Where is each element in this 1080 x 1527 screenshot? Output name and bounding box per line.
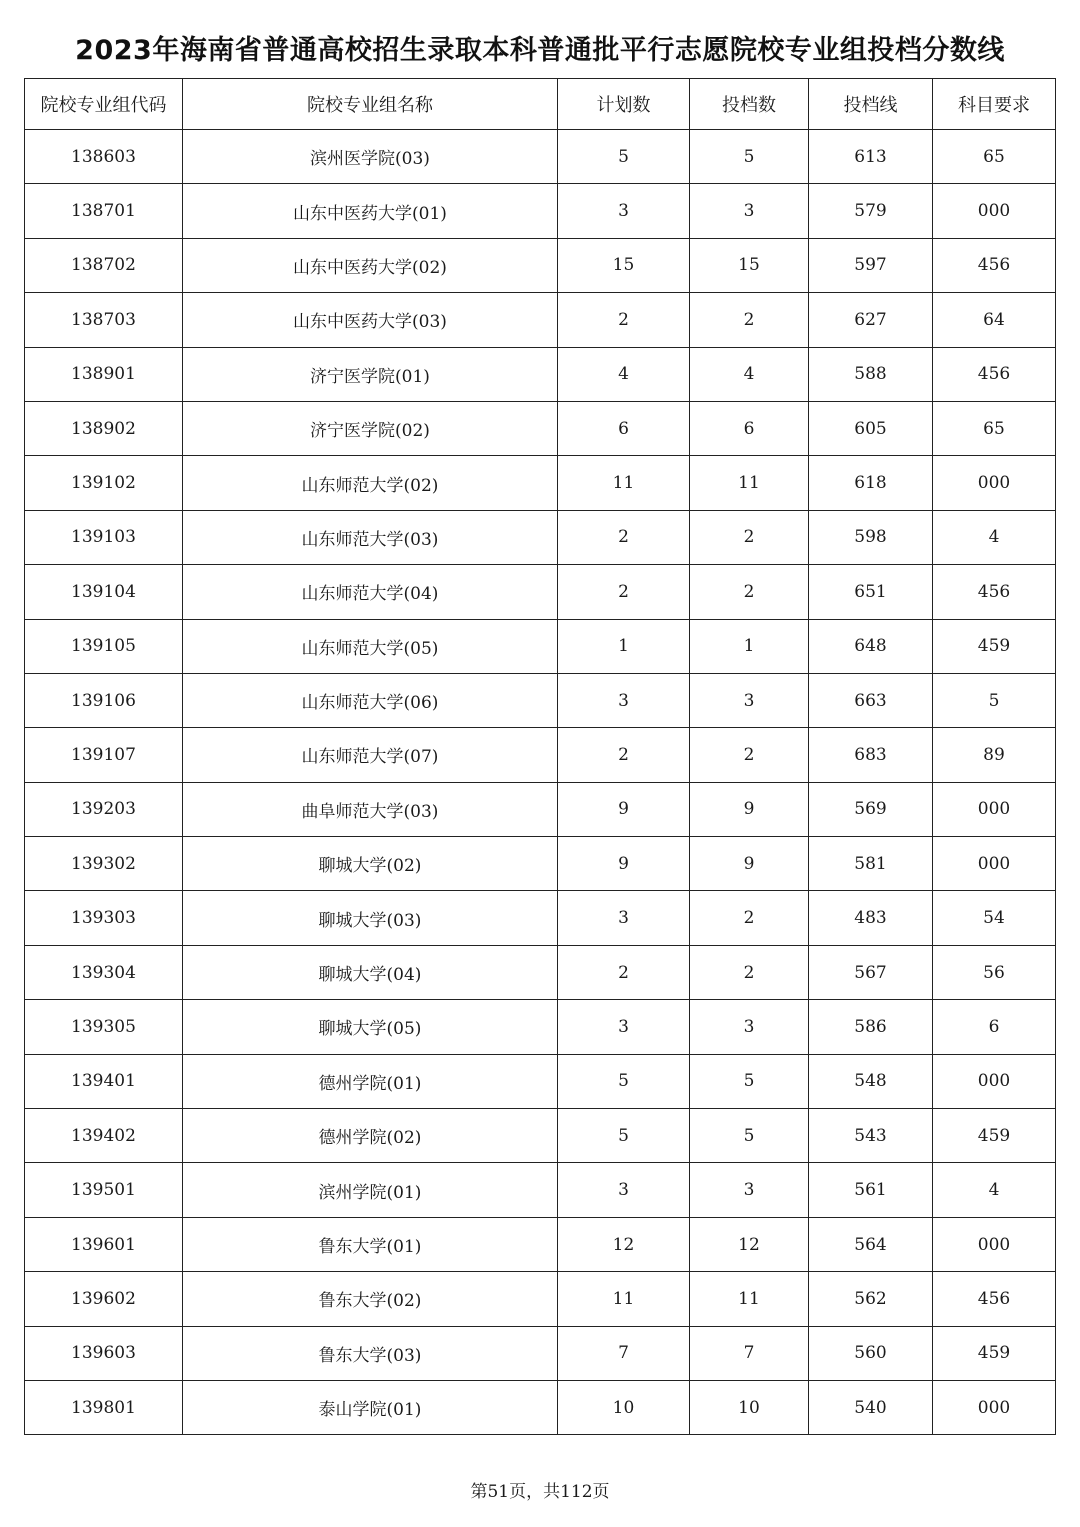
plan-count-cell: 9 — [558, 782, 690, 836]
subject-requirement-cell: 000 — [933, 1380, 1056, 1434]
table-row — [25, 1272, 1056, 1326]
group-name-cell: 鲁东大学(02) — [183, 1272, 558, 1326]
cutoff-score-cell: 588 — [809, 347, 933, 401]
group-code-cell: 139601 — [25, 1217, 183, 1271]
group-code-cell: 138701 — [25, 184, 183, 238]
table-row — [25, 1000, 1056, 1054]
group-name-cell: 山东师范大学(07) — [183, 728, 558, 782]
cutoff-score-cell: 483 — [809, 891, 933, 945]
cutoff-score-cell: 648 — [809, 619, 933, 673]
plan-count-cell: 2 — [558, 728, 690, 782]
table-row — [25, 1217, 1056, 1271]
subject-requirement-cell: 456 — [933, 1272, 1056, 1326]
filed-count-cell: 3 — [690, 184, 809, 238]
table-row — [25, 510, 1056, 564]
cutoff-score-cell: 627 — [809, 293, 933, 347]
table-row — [25, 945, 1056, 999]
table-row — [25, 728, 1056, 782]
plan-count-cell: 3 — [558, 673, 690, 727]
cutoff-score-cell: 663 — [809, 673, 933, 727]
header-group-code: 院校专业组代码 — [25, 79, 183, 130]
cutoff-score-cell: 562 — [809, 1272, 933, 1326]
group-name-cell: 德州学院(01) — [183, 1054, 558, 1108]
cutoff-score-cell: 548 — [809, 1054, 933, 1108]
plan-count-cell: 4 — [558, 347, 690, 401]
filed-count-cell: 3 — [690, 673, 809, 727]
plan-count-cell: 11 — [558, 456, 690, 510]
subject-requirement-cell: 89 — [933, 728, 1056, 782]
group-name-cell: 山东师范大学(06) — [183, 673, 558, 727]
group-name-cell: 山东中医药大学(01) — [183, 184, 558, 238]
subject-requirement-cell: 459 — [933, 1326, 1056, 1380]
group-code-cell: 139302 — [25, 837, 183, 891]
subject-requirement-cell: 456 — [933, 565, 1056, 619]
table-header-row — [25, 79, 1056, 130]
group-name-cell: 聊城大学(05) — [183, 1000, 558, 1054]
subject-requirement-cell: 4 — [933, 1163, 1056, 1217]
group-code-cell: 139106 — [25, 673, 183, 727]
group-code-cell: 138603 — [25, 130, 183, 184]
filed-count-cell: 1 — [690, 619, 809, 673]
group-code-cell: 139501 — [25, 1163, 183, 1217]
filed-count-cell: 2 — [690, 510, 809, 564]
table-row — [25, 456, 1056, 510]
header-plan-count: 计划数 — [558, 79, 690, 130]
cutoff-score-cell: 618 — [809, 456, 933, 510]
group-code-cell: 139203 — [25, 782, 183, 836]
group-name-cell: 聊城大学(04) — [183, 945, 558, 999]
subject-requirement-cell: 56 — [933, 945, 1056, 999]
filed-count-cell: 5 — [690, 1109, 809, 1163]
table-row — [25, 1109, 1056, 1163]
filed-count-cell: 6 — [690, 401, 809, 455]
plan-count-cell: 5 — [558, 130, 690, 184]
table-row — [25, 1163, 1056, 1217]
subject-requirement-cell: 000 — [933, 184, 1056, 238]
table-row — [25, 891, 1056, 945]
group-name-cell: 山东师范大学(04) — [183, 565, 558, 619]
group-code-cell: 139801 — [25, 1380, 183, 1434]
filed-count-cell: 5 — [690, 1054, 809, 1108]
cutoff-score-cell: 605 — [809, 401, 933, 455]
group-code-cell: 139603 — [25, 1326, 183, 1380]
group-name-cell: 山东中医药大学(02) — [183, 238, 558, 292]
subject-requirement-cell: 000 — [933, 1217, 1056, 1271]
cutoff-score-cell: 597 — [809, 238, 933, 292]
cutoff-score-cell: 540 — [809, 1380, 933, 1434]
group-name-cell: 济宁医学院(01) — [183, 347, 558, 401]
table-row — [25, 238, 1056, 292]
plan-count-cell: 2 — [558, 293, 690, 347]
group-code-cell: 139305 — [25, 1000, 183, 1054]
plan-count-cell: 9 — [558, 837, 690, 891]
plan-count-cell: 1 — [558, 619, 690, 673]
group-name-cell: 德州学院(02) — [183, 1109, 558, 1163]
subject-requirement-cell: 65 — [933, 130, 1056, 184]
filed-count-cell: 15 — [690, 238, 809, 292]
group-code-cell: 138703 — [25, 293, 183, 347]
subject-requirement-cell: 5 — [933, 673, 1056, 727]
subject-requirement-cell: 459 — [933, 619, 1056, 673]
filed-count-cell: 11 — [690, 1272, 809, 1326]
group-name-cell: 滨州医学院(03) — [183, 130, 558, 184]
filed-count-cell: 3 — [690, 1163, 809, 1217]
cutoff-score-cell: 569 — [809, 782, 933, 836]
plan-count-cell: 3 — [558, 1000, 690, 1054]
group-name-cell: 山东中医药大学(03) — [183, 293, 558, 347]
group-name-cell: 聊城大学(03) — [183, 891, 558, 945]
cutoff-score-cell: 567 — [809, 945, 933, 999]
filed-count-cell: 7 — [690, 1326, 809, 1380]
admission-score-table — [24, 78, 1056, 1435]
table-row — [25, 347, 1056, 401]
header-subject-requirement: 科目要求 — [933, 79, 1056, 130]
plan-count-cell: 5 — [558, 1054, 690, 1108]
plan-count-cell: 5 — [558, 1109, 690, 1163]
group-code-cell: 139104 — [25, 565, 183, 619]
filed-count-cell: 3 — [690, 1000, 809, 1054]
subject-requirement-cell: 459 — [933, 1109, 1056, 1163]
cutoff-score-cell: 543 — [809, 1109, 933, 1163]
table-row — [25, 293, 1056, 347]
group-code-cell: 139102 — [25, 456, 183, 510]
filed-count-cell: 11 — [690, 456, 809, 510]
group-name-cell: 山东师范大学(03) — [183, 510, 558, 564]
subject-requirement-cell: 000 — [933, 1054, 1056, 1108]
group-code-cell: 139303 — [25, 891, 183, 945]
group-code-cell: 138901 — [25, 347, 183, 401]
plan-count-cell: 12 — [558, 1217, 690, 1271]
group-code-cell: 139103 — [25, 510, 183, 564]
subject-requirement-cell: 64 — [933, 293, 1056, 347]
plan-count-cell: 3 — [558, 891, 690, 945]
filed-count-cell: 12 — [690, 1217, 809, 1271]
filed-count-cell: 2 — [690, 728, 809, 782]
cutoff-score-cell: 651 — [809, 565, 933, 619]
group-code-cell: 138902 — [25, 401, 183, 455]
group-name-cell: 山东师范大学(05) — [183, 619, 558, 673]
header-group-name: 院校专业组名称 — [183, 79, 558, 130]
subject-requirement-cell: 54 — [933, 891, 1056, 945]
plan-count-cell: 6 — [558, 401, 690, 455]
subject-requirement-cell: 4 — [933, 510, 1056, 564]
group-code-cell: 139602 — [25, 1272, 183, 1326]
filed-count-cell: 4 — [690, 347, 809, 401]
filed-count-cell: 2 — [690, 891, 809, 945]
cutoff-score-cell: 683 — [809, 728, 933, 782]
header-cutoff-score: 投档线 — [809, 79, 933, 130]
plan-count-cell: 3 — [558, 1163, 690, 1217]
group-name-cell: 鲁东大学(01) — [183, 1217, 558, 1271]
cutoff-score-cell: 560 — [809, 1326, 933, 1380]
plan-count-cell: 11 — [558, 1272, 690, 1326]
cutoff-score-cell: 564 — [809, 1217, 933, 1271]
cutoff-score-cell: 579 — [809, 184, 933, 238]
header-filed-count: 投档数 — [690, 79, 809, 130]
page-footer: 第51页，共112页 — [470, 1482, 610, 1502]
filed-count-cell: 2 — [690, 945, 809, 999]
plan-count-cell: 2 — [558, 510, 690, 564]
subject-requirement-cell: 000 — [933, 456, 1056, 510]
table-row — [25, 837, 1056, 891]
cutoff-score-cell: 598 — [809, 510, 933, 564]
table-row — [25, 184, 1056, 238]
filed-count-cell: 10 — [690, 1380, 809, 1434]
table-row — [25, 673, 1056, 727]
table-row — [25, 1326, 1056, 1380]
filed-count-cell: 9 — [690, 782, 809, 836]
subject-requirement-cell: 000 — [933, 837, 1056, 891]
table-row — [25, 565, 1056, 619]
group-name-cell: 山东师范大学(02) — [183, 456, 558, 510]
table-row — [25, 130, 1056, 184]
group-code-cell: 139107 — [25, 728, 183, 782]
plan-count-cell: 15 — [558, 238, 690, 292]
filed-count-cell: 2 — [690, 293, 809, 347]
filed-count-cell: 5 — [690, 130, 809, 184]
filed-count-cell: 9 — [690, 837, 809, 891]
group-name-cell: 鲁东大学(03) — [183, 1326, 558, 1380]
subject-requirement-cell: 65 — [933, 401, 1056, 455]
group-code-cell: 139402 — [25, 1109, 183, 1163]
filed-count-cell: 2 — [690, 565, 809, 619]
plan-count-cell: 2 — [558, 565, 690, 619]
cutoff-score-cell: 561 — [809, 1163, 933, 1217]
table-row — [25, 1054, 1056, 1108]
group-name-cell: 泰山学院(01) — [183, 1380, 558, 1434]
cutoff-score-cell: 586 — [809, 1000, 933, 1054]
subject-requirement-cell: 456 — [933, 238, 1056, 292]
table-row — [25, 401, 1056, 455]
plan-count-cell: 3 — [558, 184, 690, 238]
group-code-cell: 138702 — [25, 238, 183, 292]
group-name-cell: 滨州学院(01) — [183, 1163, 558, 1217]
plan-count-cell: 2 — [558, 945, 690, 999]
cutoff-score-cell: 613 — [809, 130, 933, 184]
group-name-cell: 聊城大学(02) — [183, 837, 558, 891]
plan-count-cell: 7 — [558, 1326, 690, 1380]
group-name-cell: 济宁医学院(02) — [183, 401, 558, 455]
subject-requirement-cell: 6 — [933, 1000, 1056, 1054]
subject-requirement-cell: 000 — [933, 782, 1056, 836]
group-name-cell: 曲阜师范大学(03) — [183, 782, 558, 836]
page-title: 2023年海南省普通高校招生录取本科普通批平行志愿院校专业组投档分数线 — [75, 35, 1005, 66]
group-code-cell: 139401 — [25, 1054, 183, 1108]
subject-requirement-cell: 456 — [933, 347, 1056, 401]
group-code-cell: 139304 — [25, 945, 183, 999]
table-row — [25, 782, 1056, 836]
table-row — [25, 619, 1056, 673]
plan-count-cell: 10 — [558, 1380, 690, 1434]
cutoff-score-cell: 581 — [809, 837, 933, 891]
group-code-cell: 139105 — [25, 619, 183, 673]
table-row — [25, 1380, 1056, 1434]
